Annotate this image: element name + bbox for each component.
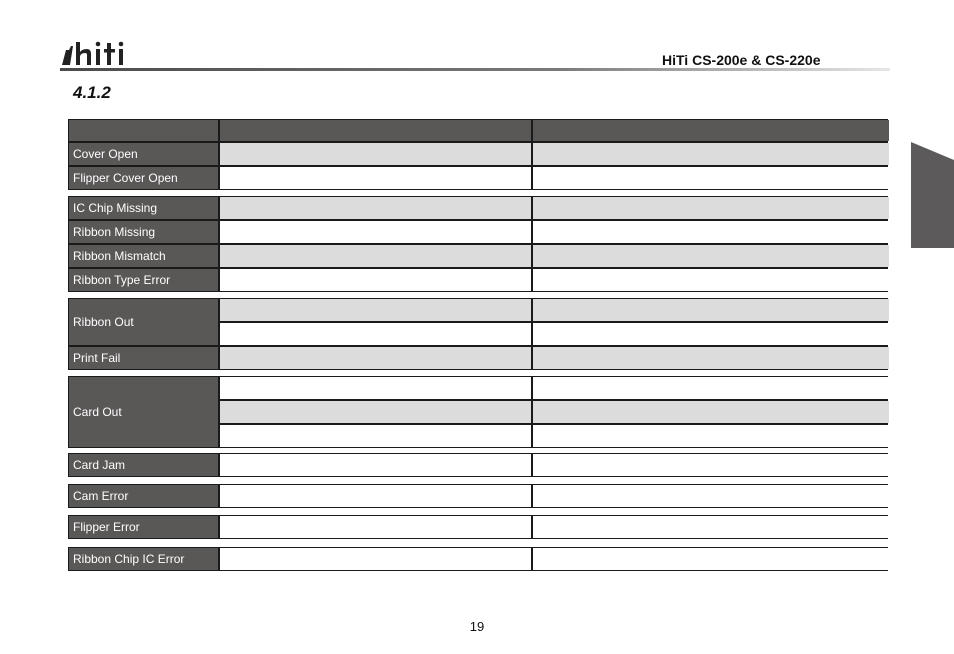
table-group (68, 196, 888, 292)
table-header-row (68, 119, 888, 142)
table-cell (533, 221, 889, 243)
table-cell (220, 454, 531, 476)
table-cell (533, 454, 889, 476)
chapter-side-tab (911, 142, 954, 248)
table-row-label: IC Chip Missing (69, 197, 218, 219)
table-group (68, 298, 888, 370)
table-cell (220, 347, 531, 369)
table-cell (220, 516, 531, 538)
table-row-label: Flipper Error (69, 516, 218, 538)
table-cell (220, 548, 531, 570)
table-cell (533, 299, 889, 321)
table-cell (220, 197, 531, 219)
column-header (69, 120, 218, 141)
column-header (533, 120, 889, 141)
table-row-label: Ribbon Chip IC Error (69, 548, 218, 570)
table-row-label: Print Fail (69, 347, 218, 369)
table-cell (533, 377, 889, 399)
hiti-logo-icon (60, 40, 142, 66)
table-row-label: Ribbon Type Error (69, 269, 218, 291)
table-cell (220, 401, 531, 423)
table-cell (533, 323, 889, 345)
table-row-label: Ribbon Out (69, 299, 218, 345)
table-group (68, 142, 888, 190)
table-cell (220, 245, 531, 267)
model-title: HiTi CS-200e & CS-220e (662, 52, 821, 68)
table-cell (533, 269, 889, 291)
table-group (68, 547, 888, 571)
table-cell (220, 269, 531, 291)
table-row-label: Cover Open (69, 143, 218, 165)
table-cell (533, 197, 889, 219)
table-row-label: Cam Error (69, 485, 218, 507)
table-group (68, 453, 888, 477)
column-header (220, 120, 531, 141)
table-cell (533, 516, 889, 538)
table-row-label: Ribbon Mismatch (69, 245, 218, 267)
table-cell (220, 377, 531, 399)
table-cell (533, 485, 889, 507)
table-row-label: Flipper Cover Open (69, 167, 218, 189)
table-cell (533, 347, 889, 369)
table-cell (533, 425, 889, 447)
table-group (68, 376, 888, 448)
table-cell (533, 143, 889, 165)
table-cell (533, 167, 889, 189)
table-cell (533, 548, 889, 570)
table-cell (220, 323, 531, 345)
table-cell (220, 485, 531, 507)
table-group (68, 484, 888, 508)
table-group (68, 515, 888, 539)
table-cell (220, 299, 531, 321)
table-cell (220, 143, 531, 165)
table-cell (220, 425, 531, 447)
table-cell (533, 245, 889, 267)
page-number: 19 (469, 619, 485, 634)
table-cell (533, 401, 889, 423)
table-row-label: Card Out (69, 377, 218, 447)
header-rule (60, 68, 890, 71)
table-cell (220, 167, 531, 189)
table-row-label: Ribbon Missing (69, 221, 218, 243)
table-cell (220, 221, 531, 243)
table-row-label: Card Jam (69, 454, 218, 476)
section-number: 4.1.2 (73, 83, 111, 102)
